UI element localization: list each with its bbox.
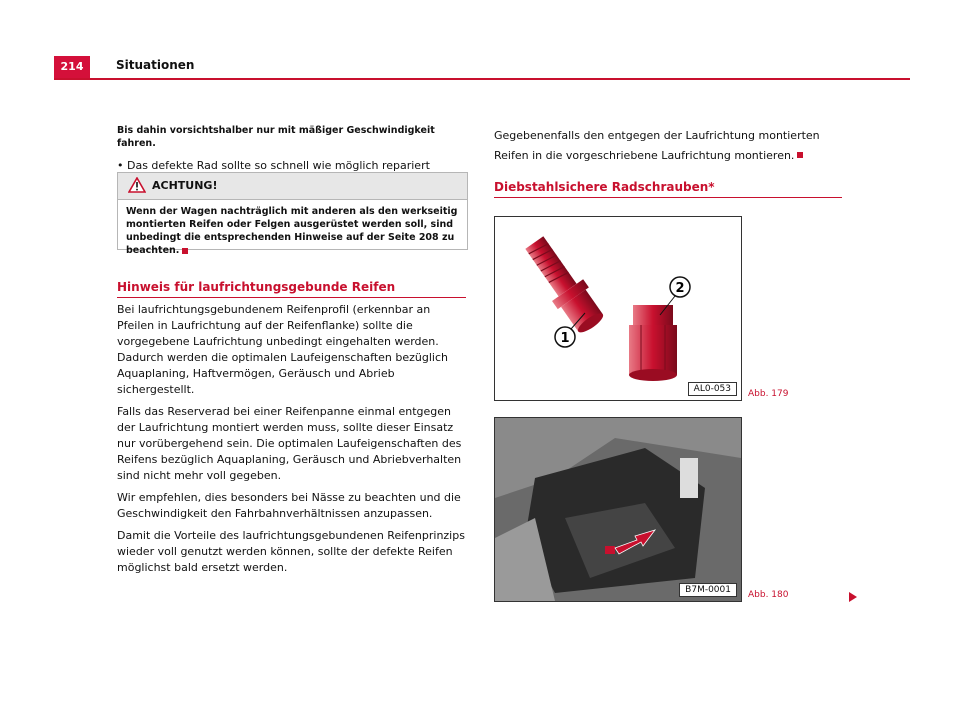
heading-lock-bolts: Diebstahlsichere Radschrauben*	[494, 180, 842, 198]
figure-code: AL0-053	[688, 382, 737, 396]
warning-body	[118, 200, 467, 262]
page-number: 214	[54, 56, 90, 78]
heading-tires: Hinweis für laufrichtungsgebunde Reifen	[117, 280, 466, 298]
intro-bold: Bis dahin vorsichtshalber nur mit mäßiger Geschwindigkeit fahren.	[117, 125, 435, 149]
paragraph: Damit die Vorteile des laufrichtungsgebundenen Reifenprinzips wieder voll genutzt werden können, sollte der defekte Reifen möglichst bald ersetzt werden.	[117, 529, 465, 574]
figure-lock-bolts	[494, 216, 742, 401]
next-page-arrow-icon[interactable]	[849, 592, 857, 602]
warning-title: ACHTUNG!	[152, 179, 218, 192]
end-mark-icon	[182, 248, 188, 254]
left-column-body	[117, 302, 467, 582]
lock-bolts-illustration	[495, 217, 741, 400]
figure-caption: Abb. 179	[748, 389, 789, 399]
figure-code: B7M-0001	[679, 583, 737, 597]
end-mark-icon	[797, 152, 803, 158]
trunk-photo-illustration	[495, 418, 741, 601]
right-intro-text: Gegebenenfalls den entgegen der Laufrichtung montierten Reifen in die vorgeschriebene Laufrichtung montieren.	[494, 129, 820, 162]
paragraph: Bei laufrichtungsgebundenem Reifenprofil (erkennbar an Pfeilen in Laufrichtung auf der Reifenflanke) sollte die vorgegebene Laufrichtung unbedingt eingehalten werden. Dadurch werden die optimalen Laufeigenschaften bezüglich Aquaplaning, Haftvermögen, Geräusch und Abrieb sichergestellt.	[117, 303, 448, 396]
section-title: Situationen	[116, 58, 195, 72]
warning-text: Wenn der Wagen nachträglich mit anderen als den werkseitig montierten Reifen oder Felgen ausgerüstet werden soll, sind unbedingt die entsprechenden Hinweise auf der Seite 208 zu beachten.	[126, 206, 458, 256]
warning-header	[118, 173, 467, 200]
figure-trunk	[494, 417, 742, 602]
figure-caption: Abb. 180	[748, 590, 789, 600]
bullet-text: • Das defekte Rad sollte so schnell wie möglich repariert	[117, 159, 430, 172]
right-intro	[494, 124, 844, 164]
page-header	[54, 56, 910, 80]
figure-label-1: 1	[560, 331, 570, 346]
paragraph: Wir empfehlen, dies besonders bei Nässe zu beachten und die Geschwindigkeit den Fahrbahnverhältnissen anzupassen.	[117, 491, 461, 520]
warning-triangle-icon	[128, 177, 146, 193]
warning-box	[117, 172, 468, 256]
figure-label-2: 2	[675, 281, 685, 296]
paragraph: Falls das Reserverad bei einer Reifenpanne einmal entgegen der Laufrichtung montiert werden muss, sollte dieser Einsatz nur vorübergehend sein. Die optimalen Laufeigenschaften des Reifens bezüglich Aquaplaning, Geräusch und Abriebverhalten sind nicht mehr voll gegeben.	[117, 405, 462, 482]
